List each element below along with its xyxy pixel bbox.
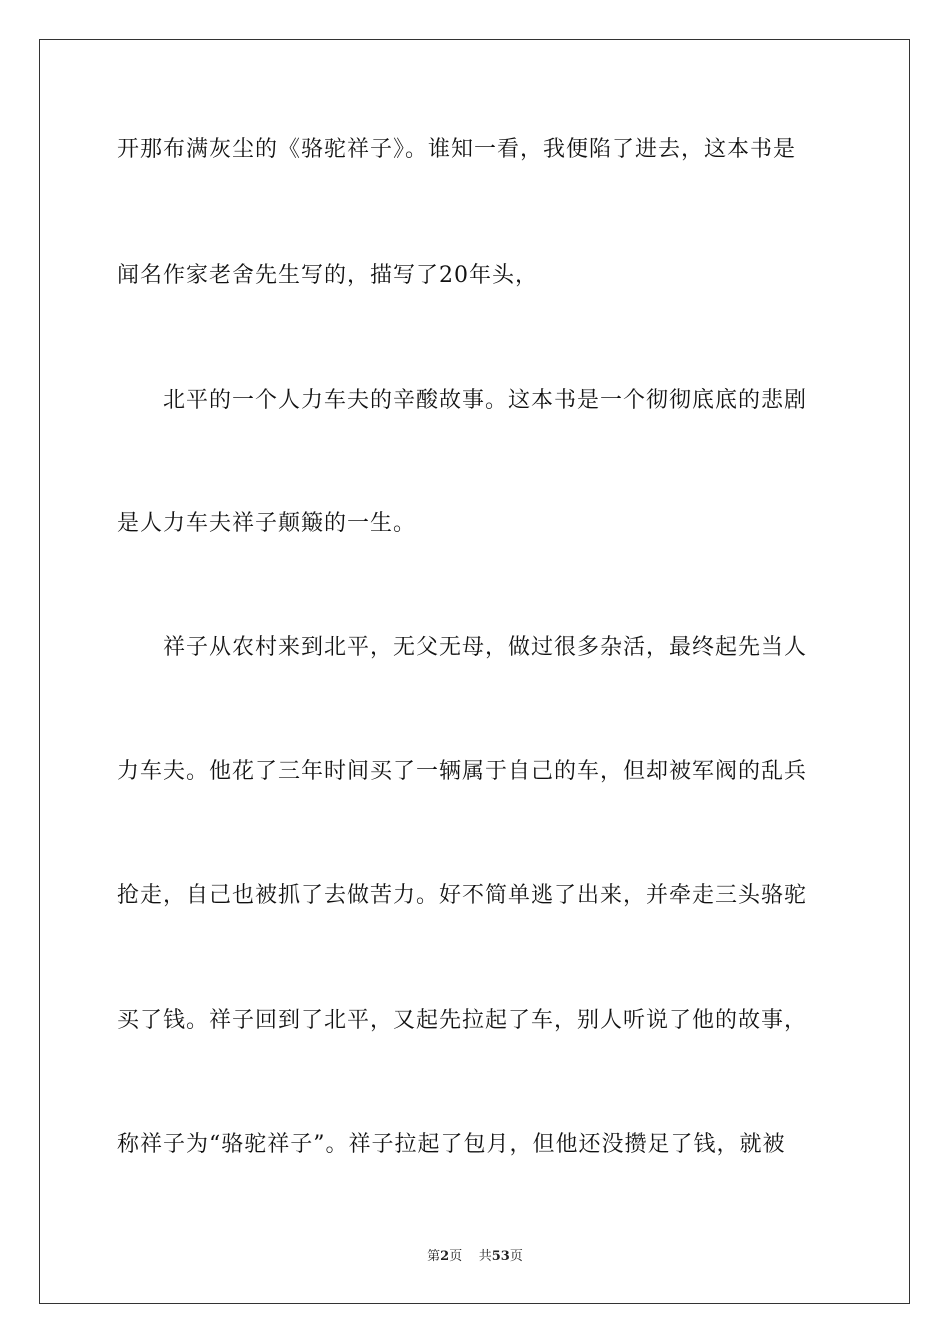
page-suffix: 页 <box>449 1249 463 1264</box>
text-line-3: 北平的一个人力车夫的辛酸故事。这本书是一个彻彻底底的悲剧 <box>163 388 808 413</box>
text-line-6: 力车夫。他花了三年时间买了一辆属于自己的车，但却被军阀的乱兵 <box>117 759 808 784</box>
page-number: 2 <box>440 1249 450 1264</box>
text-line-2: 闻名作家老舍先生写的，描写了20年头， <box>117 263 538 288</box>
total-prefix: 共 <box>478 1249 492 1264</box>
total-pages: 53 <box>491 1249 510 1264</box>
total-suffix: 页 <box>509 1249 523 1264</box>
text-line-1: 开那布满灰尘的《骆驼祥子》。谁知一看，我便陷了进去，这本书是 <box>117 137 797 162</box>
page-prefix: 第 <box>427 1249 441 1264</box>
text-line-5: 祥子从农村来到北平，无父无母，做过很多杂活，最终起先当人 <box>163 635 808 660</box>
page-border <box>39 39 910 1304</box>
text-line-8: 买了钱。祥子回到了北平，又起先拉起了车，别人听说了他的故事， <box>117 1008 808 1033</box>
page-footer <box>0 1248 950 1266</box>
text-line-9: 称祥子为“骆驼祥子”。祥子拉起了包月，但他还没攒足了钱，就被 <box>117 1132 786 1157</box>
text-line-4: 是人力车夫祥子颠簸的一生。 <box>117 511 417 536</box>
text-line-7: 抢走，自己也被抓了去做苦力。好不简单逃了出来，并牵走三头骆驼 <box>117 883 808 908</box>
